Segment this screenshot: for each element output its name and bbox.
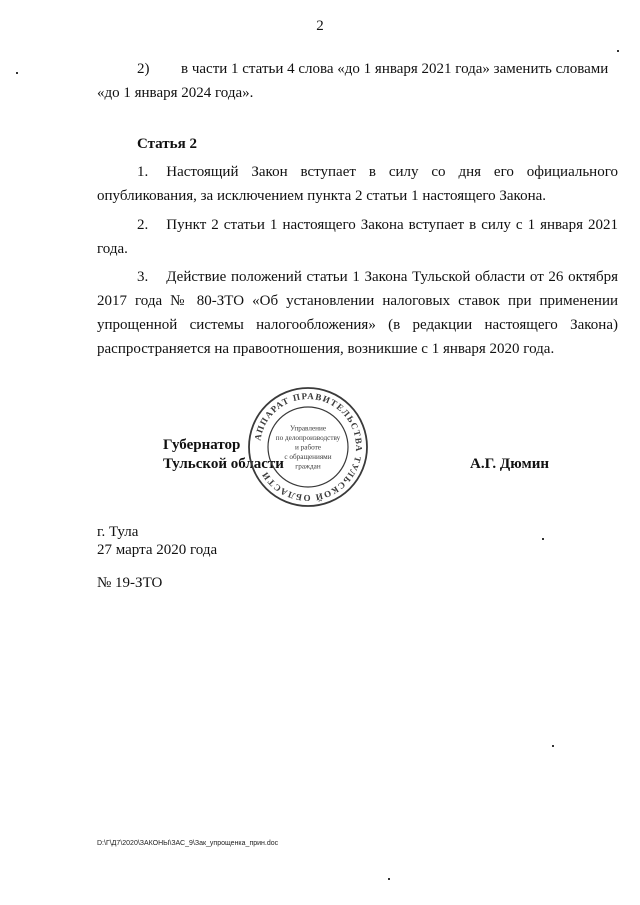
article-point-3	[97, 265, 618, 361]
article-point-2	[97, 213, 618, 261]
stamp-center-line: по делопроизводству	[275, 434, 341, 442]
position-line-1: Губернатор	[163, 437, 241, 453]
scan-speck	[552, 745, 554, 747]
article-point-1	[97, 160, 618, 208]
scan-speck	[388, 878, 390, 880]
point-text: Действие положений статьи 1 Закона Тульской области от 26 октября 2017 года № 80-ЗТО «Об установлении налоговых ставок при применении упрощенной системы налогообложения» (в редакции настоящего Закона) распространяется на правоотношения, возникшие с 1 января 2020 года.	[97, 269, 618, 357]
list-item-continuation: «до 1 января 2024 года».	[97, 85, 254, 101]
stamp-center-line: с обращениями	[284, 453, 332, 461]
stamp-center-line: Управление	[289, 424, 327, 433]
stamp-center-line: и работе	[295, 443, 321, 452]
scan-speck	[617, 50, 619, 52]
stamp-graphic	[246, 385, 370, 509]
stamp-ring-text: АППАРАТ ПРАВИТЕЛЬСТВА ТУЛЬСКОЙ ОБЛАСТИ	[252, 390, 365, 504]
official-stamp	[246, 385, 370, 509]
list-item-2	[97, 57, 618, 105]
scan-speck	[16, 72, 18, 74]
scan-speck	[542, 538, 544, 540]
page-number: 2	[316, 18, 324, 34]
file-path-footer: D:\Г\Д7\2020\ЗАКОНЫ\ЗАС_9\Зак_упрощенка_прин.doc	[97, 840, 279, 847]
stamp-center-line: граждан	[295, 462, 321, 471]
point-number: 1.	[137, 164, 149, 180]
place: г. Тула	[97, 524, 139, 540]
date: 27 марта 2020 года	[97, 542, 218, 558]
list-item-number: 2)	[137, 61, 150, 77]
point-text: Пункт 2 статьи 1 настоящего Закона вступает в силу с 1 января 2021 года.	[97, 217, 618, 257]
point-number: 3.	[137, 269, 149, 285]
list-item-text: в части 1 статьи 4 слова «до 1 января 2021 года» заменить словами	[181, 61, 609, 77]
point-text: Настоящий Закон вступает в силу со дня его официального опубликования, за исключением пункта 2 статьи 1 настоящего Закона.	[97, 164, 618, 204]
list-item-first-line	[97, 57, 618, 81]
signatory-name: А.Г. Дюмин	[470, 456, 550, 472]
point-number: 2.	[137, 217, 149, 233]
law-number: № 19-ЗТО	[97, 575, 163, 591]
article-heading: Статья 2	[137, 136, 197, 152]
position-line-2: Тульской области	[163, 456, 284, 472]
